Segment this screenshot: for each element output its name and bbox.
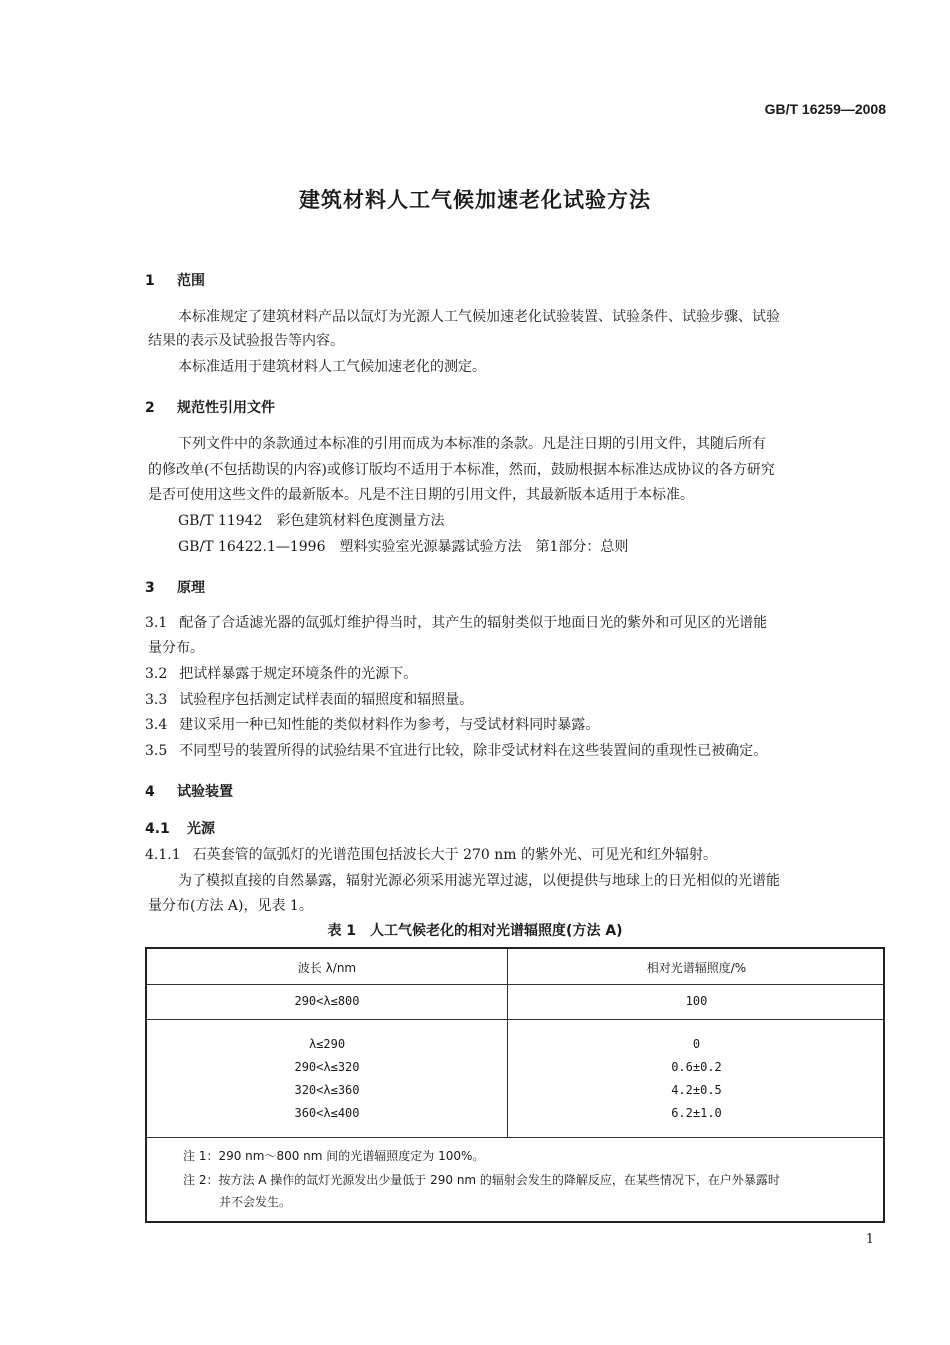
section-number: 4 — [145, 784, 155, 800]
table-note: 注 2：按方法 A 操作的氙灯光源发出少量低于 290 nm 的辐射会发生的降解反应，在某些情况下，在户外暴露时 — [183, 1173, 780, 1187]
section-2-heading — [145, 397, 275, 417]
paragraph-line: 本标准适用于建筑材料人工气候加速老化的测定。 — [178, 359, 486, 375]
reference-code: GB/T 16422.1—1996 — [178, 539, 326, 555]
clause-text: 试验程序包括测定试样表面的辐照度和辐照量。 — [179, 692, 474, 708]
section-number: 2 — [145, 400, 155, 416]
clause-text: 把试样暴露于规定环境条件的光源下。 — [179, 666, 418, 682]
section-number: 3 — [145, 580, 155, 596]
section-title: 原理 — [177, 580, 205, 596]
spectral-irradiance-table — [145, 947, 885, 1223]
page-number: 1 — [865, 1232, 874, 1247]
clause-number: 4.1.1 — [145, 847, 181, 863]
row-divider — [147, 984, 883, 985]
subsection-heading — [145, 818, 215, 838]
table-cell: λ≤290 — [308, 1037, 346, 1051]
table-caption: 表 1 人工气候老化的相对光谱辐照度(方法 A) — [327, 923, 623, 939]
row-divider — [147, 1137, 883, 1138]
clause-number: 3.2 — [145, 666, 168, 682]
section-4-heading — [145, 781, 233, 801]
clause-number: 3.5 — [145, 743, 168, 759]
clause — [145, 740, 767, 762]
clause-text: 不同型号的装置所得的试验结果不宜进行比较，除非受试材料在这些装置间的重现性已被确定。 — [179, 743, 768, 759]
clause — [145, 714, 599, 736]
section-title: 规范性引用文件 — [177, 400, 275, 416]
clause — [145, 844, 717, 866]
subsection-number: 4.1 — [145, 821, 170, 837]
reference-code: GB/T 11942 — [178, 513, 263, 529]
normative-reference — [178, 510, 459, 532]
paragraph-line: 结果的表示及试验报告等内容。 — [148, 333, 344, 349]
document-title: 建筑材料人工气候加速老化试验方法 — [299, 188, 651, 212]
paragraph-line: 量分布。 — [148, 640, 204, 656]
table-note: 注 1：290 nm～800 nm 间的光谱辐照度定为 100%。 — [183, 1149, 485, 1163]
section-1-heading — [145, 270, 205, 290]
table-cell: 320<λ≤360 — [294, 1083, 360, 1097]
clause-text: 配备了合适滤光器的氙弧灯维护得当时，其产生的辐射类似于地面日光的紫外和可见区的光谱能 — [179, 615, 768, 631]
paragraph-line: 为了模拟直接的自然暴露，辐射光源必须采用滤光罩过滤，以便提供与地球上的日光相似的光谱能 — [178, 873, 780, 889]
table-note: 并不会发生。 — [219, 1195, 292, 1209]
section-title: 范围 — [177, 273, 205, 289]
reference-title: 塑料实验室光源暴露试验方法 第1部分：总则 — [339, 539, 629, 555]
normative-reference — [178, 536, 642, 558]
table-cell: 100 — [685, 994, 708, 1008]
table-cell: 290<λ≤800 — [294, 994, 360, 1008]
clause-text: 建议采用一种已知性能的类似材料作为参考，与受试材料同时暴露。 — [179, 717, 600, 733]
section-title: 试验装置 — [177, 784, 233, 800]
section-3-heading — [145, 577, 205, 597]
table-cell: 6.2±1.0 — [671, 1106, 722, 1120]
table-cell: 0 — [692, 1037, 701, 1051]
clause-text: 石英套管的氙弧灯的光谱范围包括波长大于 270 nm 的紫外光、可见光和红外辐射。 — [192, 847, 717, 863]
clause — [145, 689, 473, 711]
table-cell: 4.2±0.5 — [671, 1083, 722, 1097]
column-header-irradiance: 相对光谱辐照度/% — [646, 961, 747, 975]
standard-code: GB/T 16259—2008 — [764, 101, 886, 117]
table-cell: 0.6±0.2 — [671, 1060, 722, 1074]
row-divider — [147, 1019, 883, 1020]
paragraph-line: 的修改单(不包括勘误的内容)或修订版均不适用于本标准，然而，鼓励根据本标准达成协议的各方研究 — [148, 462, 775, 478]
column-header-wavelength: 波长 λ/nm — [297, 961, 357, 975]
clause-number: 3.3 — [145, 692, 168, 708]
reference-title: 彩色建筑材料色度测量方法 — [276, 513, 445, 529]
clause-number: 3.1 — [145, 615, 168, 631]
paragraph-line: 量分布(方法 A)，见表 1。 — [148, 898, 313, 914]
clause — [145, 612, 767, 634]
clause — [145, 663, 417, 685]
paragraph-line: 是否可使用这些文件的最新版本。凡是不注日期的引用文件，其最新版本适用于本标准。 — [148, 487, 694, 503]
section-number: 1 — [145, 273, 155, 289]
paragraph-line: 下列文件中的条款通过本标准的引用而成为本标准的条款。凡是注日期的引用文件，其随后所有 — [178, 436, 766, 452]
paragraph-line: 本标准规定了建筑材料产品以氙灯为光源人工气候加速老化试验装置、试验条件、试验步骤、试验 — [178, 309, 780, 325]
subsection-title: 光源 — [187, 821, 215, 837]
table-cell: 290<λ≤320 — [294, 1060, 360, 1074]
clause-number: 3.4 — [145, 717, 168, 733]
table-cell: 360<λ≤400 — [294, 1106, 360, 1120]
